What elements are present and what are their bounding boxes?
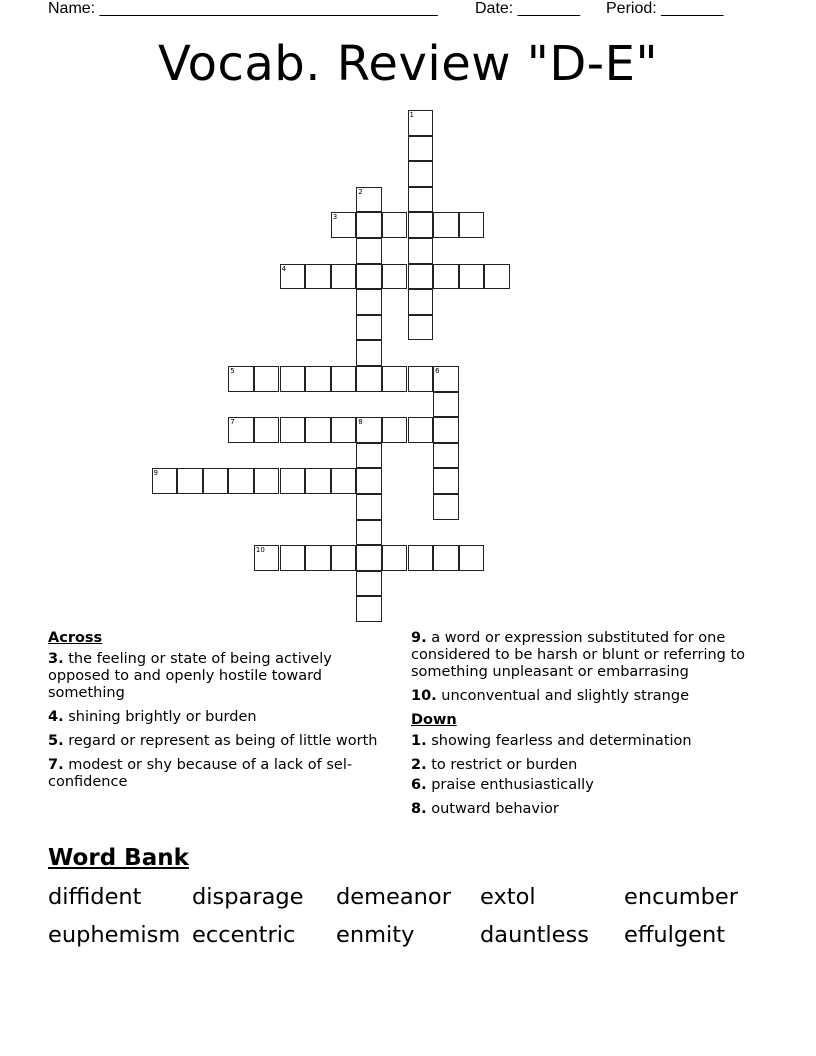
crossword-cell[interactable] <box>433 264 459 290</box>
crossword-cell[interactable] <box>356 520 382 546</box>
crossword-cell[interactable] <box>356 187 382 213</box>
clue-number-label: 8 <box>358 418 363 427</box>
clue-across-7 <box>48 757 378 791</box>
clue-number-label: 2 <box>358 187 363 196</box>
crossword-cell[interactable] <box>305 366 331 392</box>
crossword-cell[interactable] <box>331 366 357 392</box>
crossword-cell[interactable] <box>356 366 382 392</box>
clue-number-label: 9 <box>153 469 158 478</box>
clue-number-label: 10 <box>255 546 265 555</box>
clue-across-10 <box>411 688 771 705</box>
word-bank-item: euphemism <box>48 922 181 948</box>
crossword-cell[interactable] <box>356 340 382 366</box>
crossword-cell[interactable] <box>331 545 357 571</box>
clue-number-label: 3 <box>332 213 338 222</box>
clue-number-label: 5 <box>230 367 235 375</box>
crossword-cell[interactable] <box>433 494 459 520</box>
clue-text: outward behavior <box>431 801 559 817</box>
crossword-cell[interactable] <box>408 161 434 187</box>
crossword-cell[interactable] <box>408 417 434 443</box>
word-bank-item: encumber <box>624 884 739 910</box>
crossword-cell[interactable] <box>331 417 357 443</box>
crossword-cell[interactable] <box>203 468 229 494</box>
crossword-cell[interactable] <box>305 468 331 494</box>
crossword-cell[interactable] <box>356 417 382 443</box>
crossword-cell[interactable] <box>356 494 382 520</box>
crossword-cell[interactable] <box>356 545 382 571</box>
clue-text: modest or shy because of a lack of sel-confidence <box>48 757 353 790</box>
crossword-cell[interactable] <box>433 392 459 418</box>
clue-across-3 <box>48 651 378 702</box>
crossword-cell[interactable] <box>356 443 382 469</box>
crossword-cell[interactable] <box>408 315 434 341</box>
crossword-cell[interactable] <box>356 264 382 290</box>
word-bank-title: Word Bank <box>48 845 189 871</box>
crossword-cell[interactable] <box>305 545 331 571</box>
crossword-cell[interactable] <box>356 571 382 597</box>
crossword-cell[interactable] <box>408 110 434 136</box>
clue-number: 9. <box>411 630 427 646</box>
crossword-cell[interactable] <box>408 289 434 315</box>
crossword-cell[interactable] <box>356 289 382 315</box>
crossword-cell[interactable] <box>305 264 331 290</box>
clue-number: 6. <box>411 777 427 793</box>
clue-down-8 <box>411 801 771 818</box>
crossword-cell[interactable] <box>382 212 408 238</box>
clues-column-left <box>48 630 378 798</box>
crossword-cell[interactable] <box>228 417 254 443</box>
crossword-cell[interactable] <box>459 264 485 290</box>
crossword-cell[interactable] <box>280 417 306 443</box>
crossword-cell[interactable] <box>408 264 434 290</box>
crossword-cell[interactable] <box>280 366 306 392</box>
crossword-cell[interactable] <box>484 264 510 290</box>
clue-down-1 <box>411 733 771 750</box>
word-bank-item: eccentric <box>192 922 296 948</box>
clue-number: 1. <box>411 733 427 749</box>
crossword-cell[interactable] <box>254 366 280 392</box>
word-bank-item: disparage <box>192 884 304 910</box>
crossword-cell[interactable] <box>228 468 254 494</box>
word-bank-item: dauntless <box>480 922 589 948</box>
clue-across-4 <box>48 709 378 726</box>
crossword-cell[interactable] <box>280 468 306 494</box>
word-bank-item: diffident <box>48 884 142 910</box>
crossword-cell[interactable] <box>459 212 485 238</box>
clue-number: 10. <box>411 688 437 704</box>
crossword-cell[interactable] <box>152 468 178 494</box>
clue-number-label: 6 <box>435 367 440 375</box>
crossword-cell[interactable] <box>408 238 434 264</box>
crossword-cell[interactable] <box>408 187 434 213</box>
clue-number: 2. <box>411 757 427 773</box>
crossword-cell[interactable] <box>280 545 306 571</box>
clue-number: 7. <box>48 757 64 773</box>
word-bank <box>48 882 788 950</box>
crossword-cell[interactable] <box>254 468 280 494</box>
crossword-cell[interactable] <box>254 545 280 571</box>
clue-text: regard or represent as being of little worth <box>68 733 378 749</box>
clue-number: 5. <box>48 733 64 749</box>
clue-number: 8. <box>411 801 427 817</box>
clue-across-9 <box>411 630 771 681</box>
down-heading: Down <box>411 712 457 728</box>
word-bank-item: enmity <box>336 922 415 948</box>
crossword-cell[interactable] <box>356 212 382 238</box>
crossword-cell[interactable] <box>433 212 459 238</box>
clue-down-2 <box>411 757 771 774</box>
crossword-cell[interactable] <box>356 596 382 622</box>
crossword-cell[interactable] <box>331 212 357 238</box>
crossword-cell[interactable] <box>408 136 434 162</box>
crossword-cell[interactable] <box>382 417 408 443</box>
crossword-cell[interactable] <box>280 264 306 290</box>
crossword-cell[interactable] <box>177 468 203 494</box>
clues-column-right <box>411 630 771 825</box>
crossword-cell[interactable] <box>331 264 357 290</box>
clue-text: showing fearless and determination <box>431 733 692 749</box>
crossword-cell[interactable] <box>433 443 459 469</box>
crossword-cell[interactable] <box>408 366 434 392</box>
clue-down-6 <box>411 777 771 794</box>
clue-text: unconventual and slightly strange <box>441 688 690 704</box>
clue-text: praise enthusiastically <box>431 777 594 793</box>
crossword-cell[interactable] <box>433 417 459 443</box>
crossword-cell[interactable] <box>356 238 382 264</box>
crossword-cell[interactable] <box>382 545 408 571</box>
crossword-cell[interactable] <box>331 468 357 494</box>
crossword-cell[interactable] <box>382 366 408 392</box>
word-bank-item: effulgent <box>624 922 726 948</box>
crossword-cell[interactable] <box>254 417 280 443</box>
clue-text: the feeling or state of being actively opposed to and openly hostile toward something <box>48 651 332 701</box>
crossword-cell[interactable] <box>433 545 459 571</box>
word-bank-item: demeanor <box>336 884 451 910</box>
page-title: Vocab. Review "D-E" <box>157 36 659 92</box>
crossword-cell[interactable] <box>228 366 254 392</box>
clue-number-label: 1 <box>409 111 414 119</box>
crossword-cell[interactable] <box>408 212 434 238</box>
crossword-cell[interactable] <box>382 264 408 290</box>
period-field[interactable]: Period: _______ <box>606 0 724 17</box>
clue-number-label: 7 <box>230 418 235 427</box>
clue-text: shining brightly or burden <box>68 709 257 725</box>
crossword-cell[interactable] <box>433 366 459 392</box>
name-field[interactable]: Name: ______________________________________ <box>48 0 438 17</box>
crossword-cell[interactable] <box>459 545 485 571</box>
crossword-cell[interactable] <box>305 417 331 443</box>
across-heading: Across <box>48 630 103 646</box>
clue-number: 4. <box>48 709 64 725</box>
clue-text: to restrict or burden <box>431 757 578 773</box>
crossword-cell[interactable] <box>433 468 459 494</box>
word-bank-item: extol <box>480 884 536 910</box>
clue-across-5 <box>48 733 378 750</box>
clue-text: a word or expression substituted for one considered to be harsh or blunt or referring to something unpleasant or embarrasing <box>411 630 746 680</box>
date-field[interactable]: Date: _______ <box>475 0 580 17</box>
clue-number-label: 4 <box>281 264 286 273</box>
clue-number: 3. <box>48 651 64 667</box>
crossword-cell[interactable] <box>356 468 382 494</box>
crossword-cell[interactable] <box>408 545 434 571</box>
crossword-cell[interactable] <box>356 315 382 341</box>
